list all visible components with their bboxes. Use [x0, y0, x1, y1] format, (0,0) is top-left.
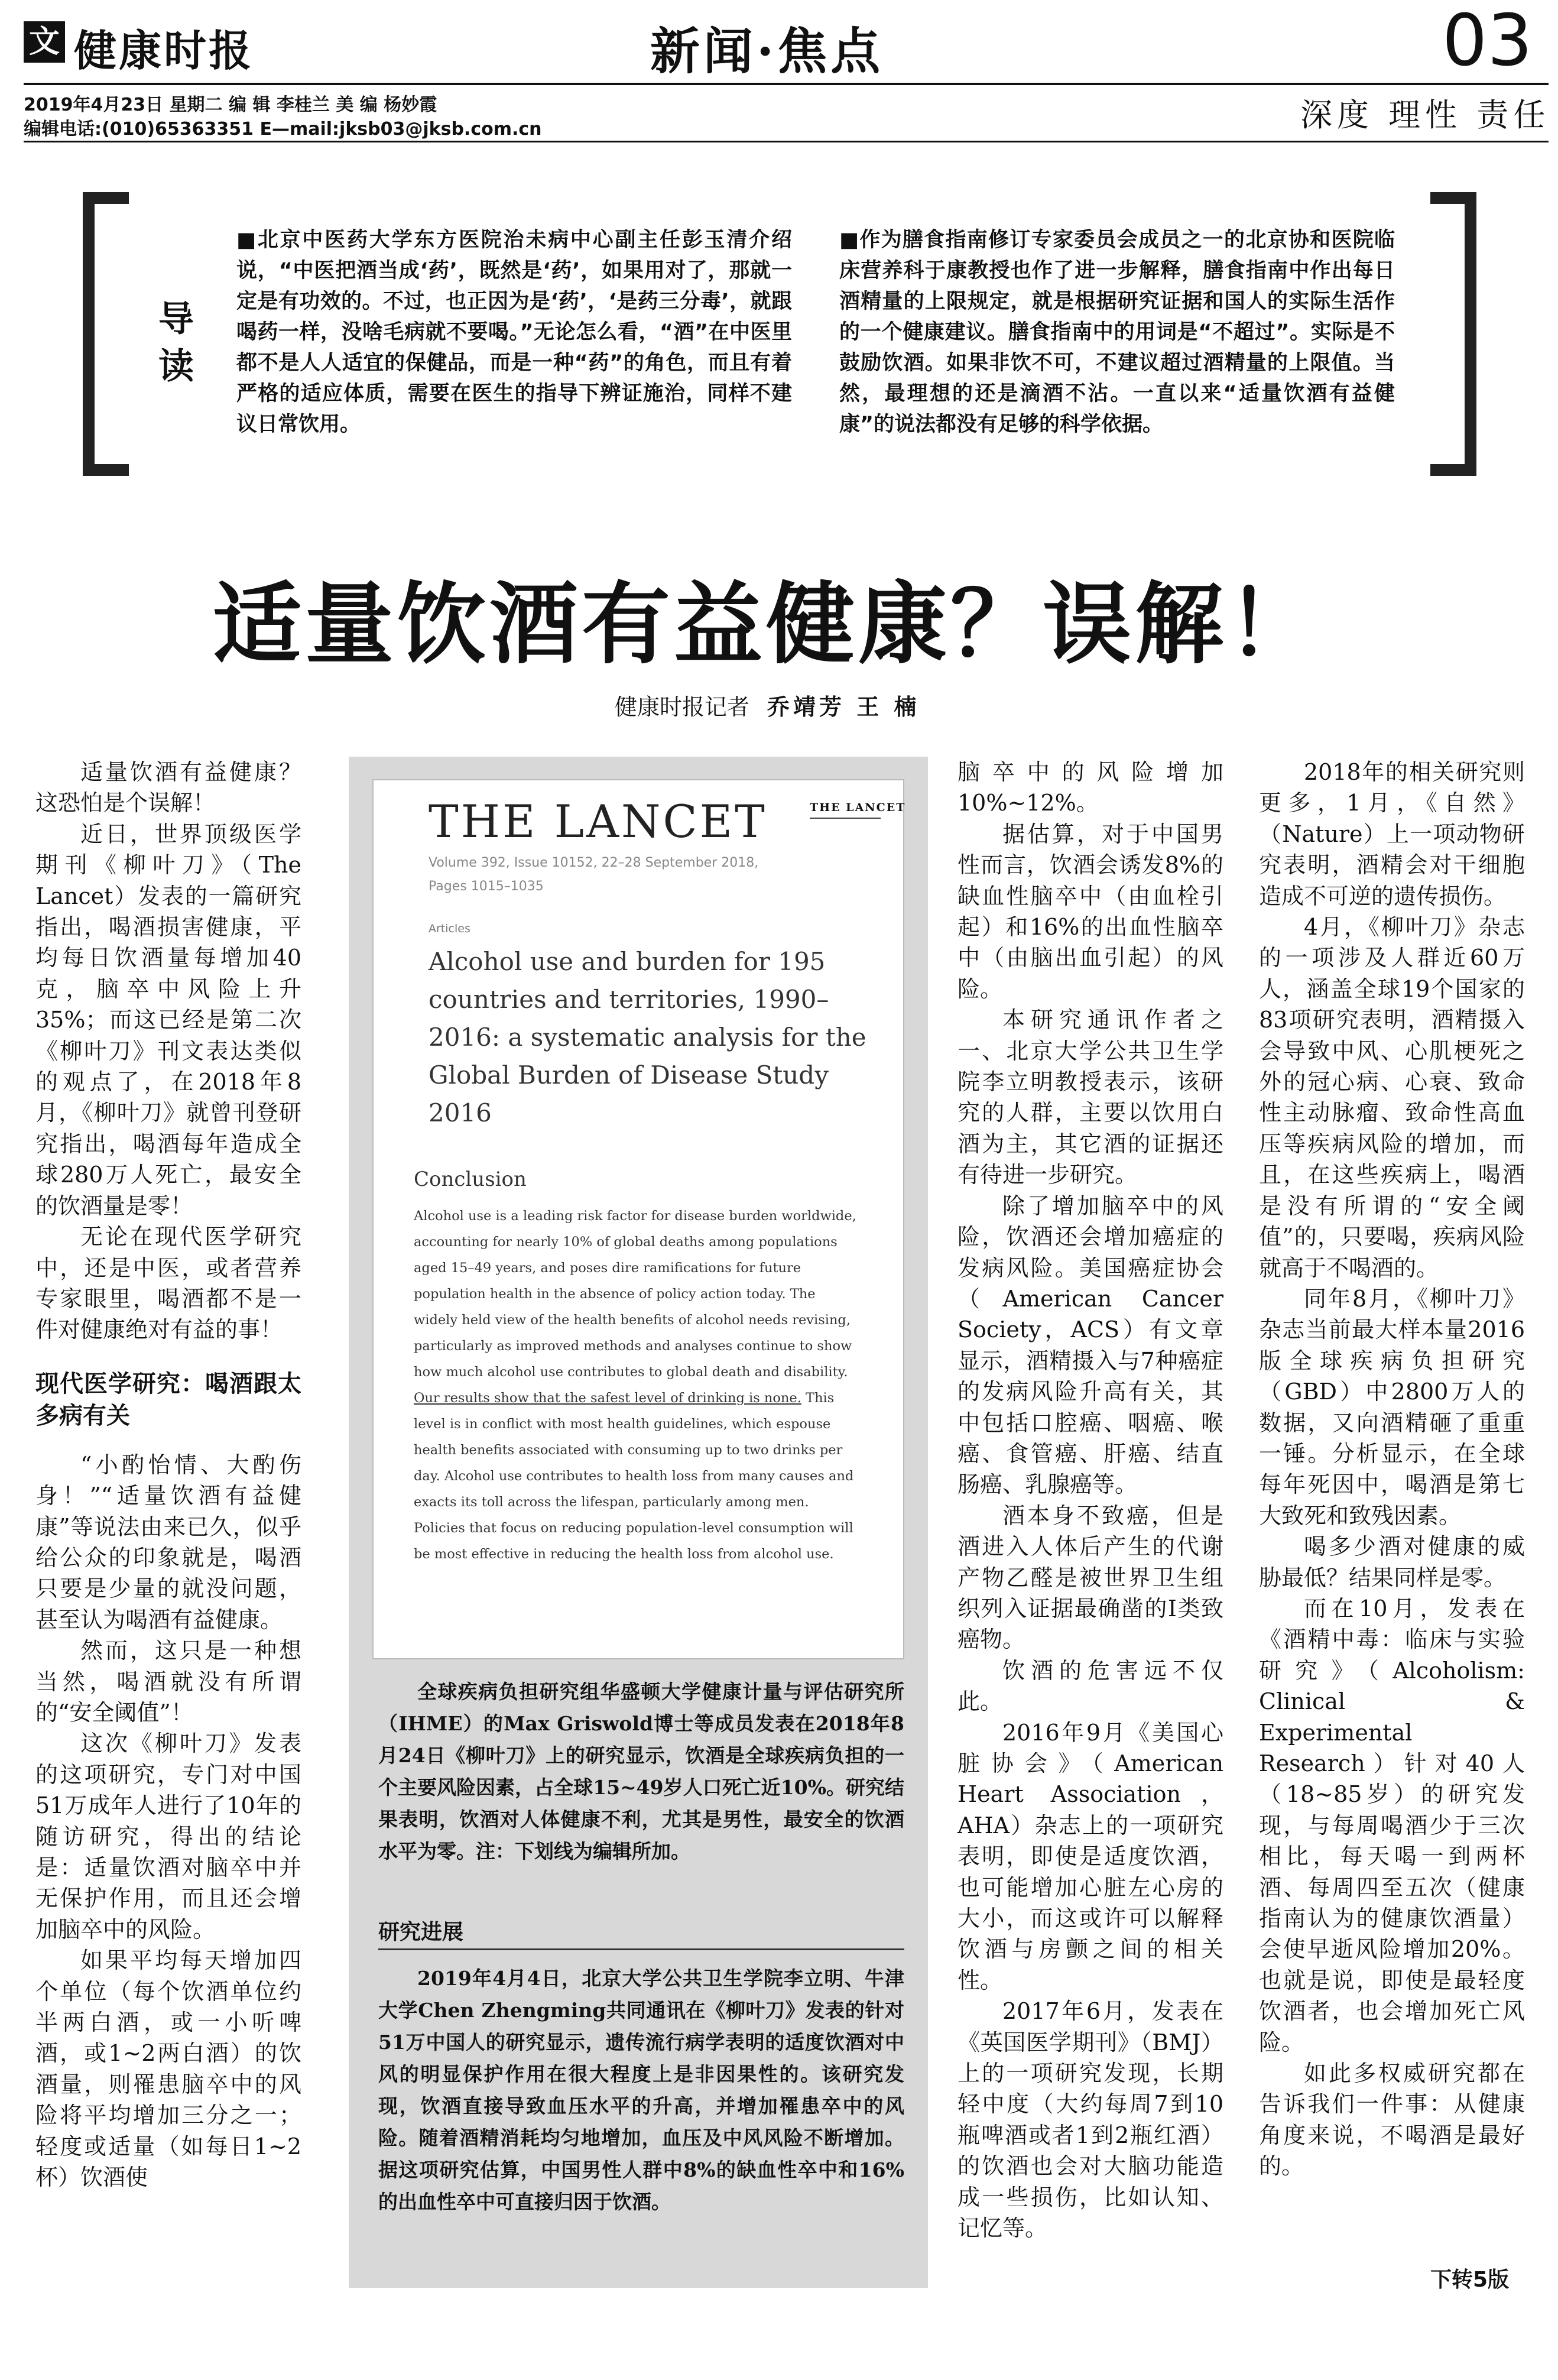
lancet-text-part: Alcohol use is a leading risk factor for disease burden worldwide, accounting for nearly 10% of global deaths among populations aged 15–49 years, and poses dire ramifications for future population health in the absence of policy action today. The widely held view of the health benefits of alcohol needs revising, particularly as improved methods and analyses continue to show how much alcohol use contributes to global death and disability. — [414, 1208, 856, 1380]
section-title: 新闻·焦点 — [650, 22, 884, 80]
paragraph: 喝多少酒对健康的威胁最低？结果同样是零。 — [1259, 1533, 1525, 1591]
header-rule — [24, 83, 1549, 85]
paragraph: 无论在现代医学研究中，还是中医，或者营养专家眼里，喝酒都不是一件对健康绝对有益的事！ — [35, 1224, 301, 1343]
article-column-1 — [35, 757, 301, 2193]
paragraph: 4月，《柳叶刀》杂志的一项涉及人群近60万人，涵盖全球19个国家的83项研究表明，酒精摄入会导致中风、心肌梗死之外的冠心病、心衰、致命性主动脉瘤、致命性高血压等疾病风险的增加，而且，在这些疾病上，喝酒是没有所谓的“安全阈值”的，只要喝，疾病风险就高于不喝酒的。 — [1259, 914, 1525, 1281]
paragraph: 而在10月，发表在《酒精中毒：临床与实验研究》（Alcoholism: Clinical & Experimental Research）针对40人（18~85岁）的研究发现，与每周喝酒少于三次相比，每天喝一到两杯酒、每周四至五次（健康指南认为的健康饮酒量）会使早逝风险增加20%。也就是说，即使是最轻度饮酒者，也会增加死亡风险。 — [1259, 1595, 1525, 2055]
byline — [615, 689, 920, 721]
research-rule — [378, 1948, 904, 1950]
lancet-conclusion-text — [414, 1203, 863, 1567]
lead-label: 导读 — [158, 299, 194, 387]
lancet-conclusion-heading: Conclusion — [414, 1168, 527, 1191]
paragraph: 近日，世界顶级医学期刊《柳叶刀》（The Lancet）发表的一篇研究指出，喝酒损害健康，平均每日饮酒量每增加40克，脑卒中风险上升35%；而这已经是第二次《柳叶刀》刊文表达类似的观点了，在2018年8月，《柳叶刀》就曾刊登研究指出，喝酒每年造成全球280万人死亡，最安全的饮酒量是零！ — [35, 821, 301, 1219]
page-number: 03 — [1442, 0, 1533, 82]
paragraph: 2018年的相关研究则更多，1月，《自然》（Nature）上一项动物研究表明，酒精会对干细胞造成不可逆的遗传损伤。 — [1259, 759, 1525, 909]
paragraph: 饮酒的危害远不仅此。 — [957, 1657, 1223, 1715]
paragraph: 酒本身不致癌，但是酒进入人体后产生的代谢产物乙醛是被世界卫生组织列入证据最确凿的I类致癌物。 — [957, 1502, 1223, 1653]
paragraph: 2016年9月《美国心脏协会》（American Heart Association，AHA）杂志上的一项研究表明，即使是适度饮酒，也可能增加心脏左心房的大小，而这或许可以解释饮酒与房颤之间的相关性。 — [957, 1719, 1223, 1993]
article-column-3 — [957, 757, 1223, 2244]
paragraph: 据估算，对于中国男性而言，饮酒会诱发8%的缺血性脑卒中（由血栓引起）和16%的出血性脑卒中（由脑出血引起）的风险。 — [957, 821, 1223, 1002]
paragraph: 本研究通讯作者之一、北京大学公共卫生学院李立明教授表示，该研究的人群，主要以饮用白酒为主，其它酒的证据还有待进一步研究。 — [957, 1007, 1223, 1188]
lead-paragraph-right: ■作为膳食指南修订专家委员会成员之一的北京协和医院临床营养科于康教授也作了进一步解释，膳食指南中作出每日酒精量的上限规定，就是根据研究证据和国人的实际生活作的一个健康建议。膳食指南中的用词是“不超过”。实际是不鼓励饮酒。如果非饮不可，不建议超过酒精量的上限值。当然，最理想的还是滴酒不沾。一直以来“适量饮酒有益健康”的说法都没有足够的科学依据。 — [839, 228, 1395, 436]
research-heading: 研究进展 — [378, 1920, 464, 1944]
header-divider — [24, 141, 1549, 142]
lancet-text-part: This level is in conflict with most health guidelines, which espouse health benefits associated with consuming up to two drinks per day. Alcohol use contributes to health loss from many causes and exacts its toll across the lifespan, particularly among men. Policies that focus on reducing population-level consumption will be most effective in reducing the health loss from alcohol use. — [414, 1390, 854, 1562]
lancet-article-title: Alcohol use and burden for 195 countries and territories, 1990–2016: a systematic analysis for the Global Burden of Disease Study 2016 — [429, 947, 866, 1127]
headline: 适量饮酒有益健康？误解！ — [213, 572, 1320, 676]
lead-paragraph-left: ■北京中医药大学东方医院治未病中心副主任彭玉清介绍说，“中医把酒当成‘药’，既然是‘药’，如果用对了，那就一定是有功效的。不过，也正因为是‘药’，‘是药三分毒’，就跟喝药一样，没啥毛病就不要喝。”无论怎么看，“酒”在中医里都不是人人适宜的保健品，而是一种“药”的角色，而且有着严格的适应体质，需要在医生的指导下辨证施治，同样不建议日常饮用。 — [236, 228, 792, 436]
newspaper-logo-icon: 文 — [24, 21, 65, 63]
newspaper-name: 健康时报 — [74, 25, 254, 76]
right-bracket-decoration — [1430, 192, 1476, 476]
lancet-volume-info: Volume 392, Issue 10152, 22–28 September 2018, Pages 1015–1035 — [429, 855, 759, 894]
lancet-logo-rule — [810, 818, 881, 819]
paragraph: 脑卒中的风险增加10%~12%。 — [957, 759, 1223, 816]
paragraph: 适量饮酒有益健康？这恐怕是个误解！ — [35, 759, 301, 816]
left-bracket-decoration — [83, 192, 129, 476]
paragraph: 这次《柳叶刀》发表的这项研究，专门对中国51万成年人进行了10年的随访研究，得出的结论是：适量饮酒对脑卒中并无保护作用，而且还会增加脑卒中的风险。 — [35, 1730, 301, 1943]
research-body: 2019年4月4日，北京大学公共卫生学院李立明、牛津大学Chen Zhengming共同通讯在《柳叶刀》发表的针对51万中国人的研究显示，遗传流行病学表明的适度饮酒对中风的明显保护作用在很大程度上是非因果性的。该研究发现，饮酒直接导致血压水平的升高，并增加罹患卒中的风险。随着酒精消耗均匀地增加，血压及中风风险不断增加。据这项研究估算，中国男性人群中8%的缺血性卒中和16%的出血性卒中可直接归因于饮酒。 — [378, 1967, 904, 2213]
lancet-underlined-finding: Our results show that the safest level of drinking is none. — [414, 1390, 801, 1406]
section-motto: 深度 理性 责任 — [1300, 96, 1550, 134]
paragraph: 如果平均每天增加四个单位（每个饮酒单位约半两白酒，或一小听啤酒，或1~2两白酒）的饮酒量，则罹患脑卒中的风险将平均增加三分之一；轻度或适量（如每日1~2杯）饮酒使 — [35, 1947, 301, 2191]
paragraph: “小酌怡情、大酌伤身！”“适量饮酒有益健康”等说法由来已久，似乎给公众的印象就是，喝酒只要是少量的就没问题，甚至认为喝酒有益健康。 — [35, 1451, 301, 1633]
lancet-section-label: Articles — [429, 922, 470, 935]
paragraph: 除了增加脑卒中的风险，饮酒还会增加癌症的发病风险。美国癌症协会（American Cancer Society，ACS）有文章显示，酒精摄入与7种癌症的发病风险升高有关，其中包括口腔癌、咽癌、喉癌、食管癌、肝癌、结直肠癌、乳腺癌等。 — [957, 1192, 1223, 1498]
article-column-4 — [1259, 757, 1525, 2182]
byline-names: 乔靖芳 王 楠 — [767, 693, 920, 720]
issue-meta-line: 2019年4月23日 星期二 编 辑 李桂兰 美 编 杨妙霞 — [24, 95, 437, 115]
lancet-small-logo: THE LANCET — [810, 801, 906, 814]
continued-on-page-5[interactable]: 下转5版 — [1430, 2268, 1510, 2292]
paragraph: 2017年6月，发表在《英国医学期刊》（BMJ）上的一项研究发现，长期轻中度（大约每周7到10瓶啤酒或者1到2瓶红酒）的饮酒也会对大脑功能造成一些损伤，比如认知、记忆等。 — [957, 1998, 1223, 2242]
paragraph: 然而，这只是一种想当然，喝酒就没有所谓的“安全阈值”！ — [35, 1638, 301, 1726]
subheading: 现代医学研究：喝酒跟太多病有关 — [35, 1370, 301, 1429]
byline-prefix: 健康时报记者 — [615, 694, 750, 720]
paragraph: 同年8月，《柳叶刀》杂志当前最大样本量2016版全球疾病负担研究（GBD）中2800万人的数据，又向酒精砸了重重一锤。分析显示，在全球每年死因中，喝酒是第七大致死和致残因素。 — [1259, 1285, 1525, 1529]
image-caption: 全球疾病负担研究组华盛顿大学健康计量与评估研究所（IHME）的Max Griswold博士等成员发表在2018年8月24日《柳叶刀》上的研究显示，饮酒是全球疾病负担的一个主要风险因素，占全球15~49岁人口死亡近10%。研究结果表明，饮酒对人体健康不利，尤其是男性，最安全的饮酒水平为零。注：下划线为编辑所加。 — [378, 1680, 904, 1863]
editor-contact-line: 编辑电话:(010)65363351 E—mail:jksb03@jksb.com.cn — [24, 119, 542, 140]
lancet-logo: THE LANCET — [429, 795, 767, 848]
paragraph: 如此多权威研究都在告诉我们一件事：从健康角度来说，不喝酒是最好的。 — [1259, 2060, 1525, 2180]
